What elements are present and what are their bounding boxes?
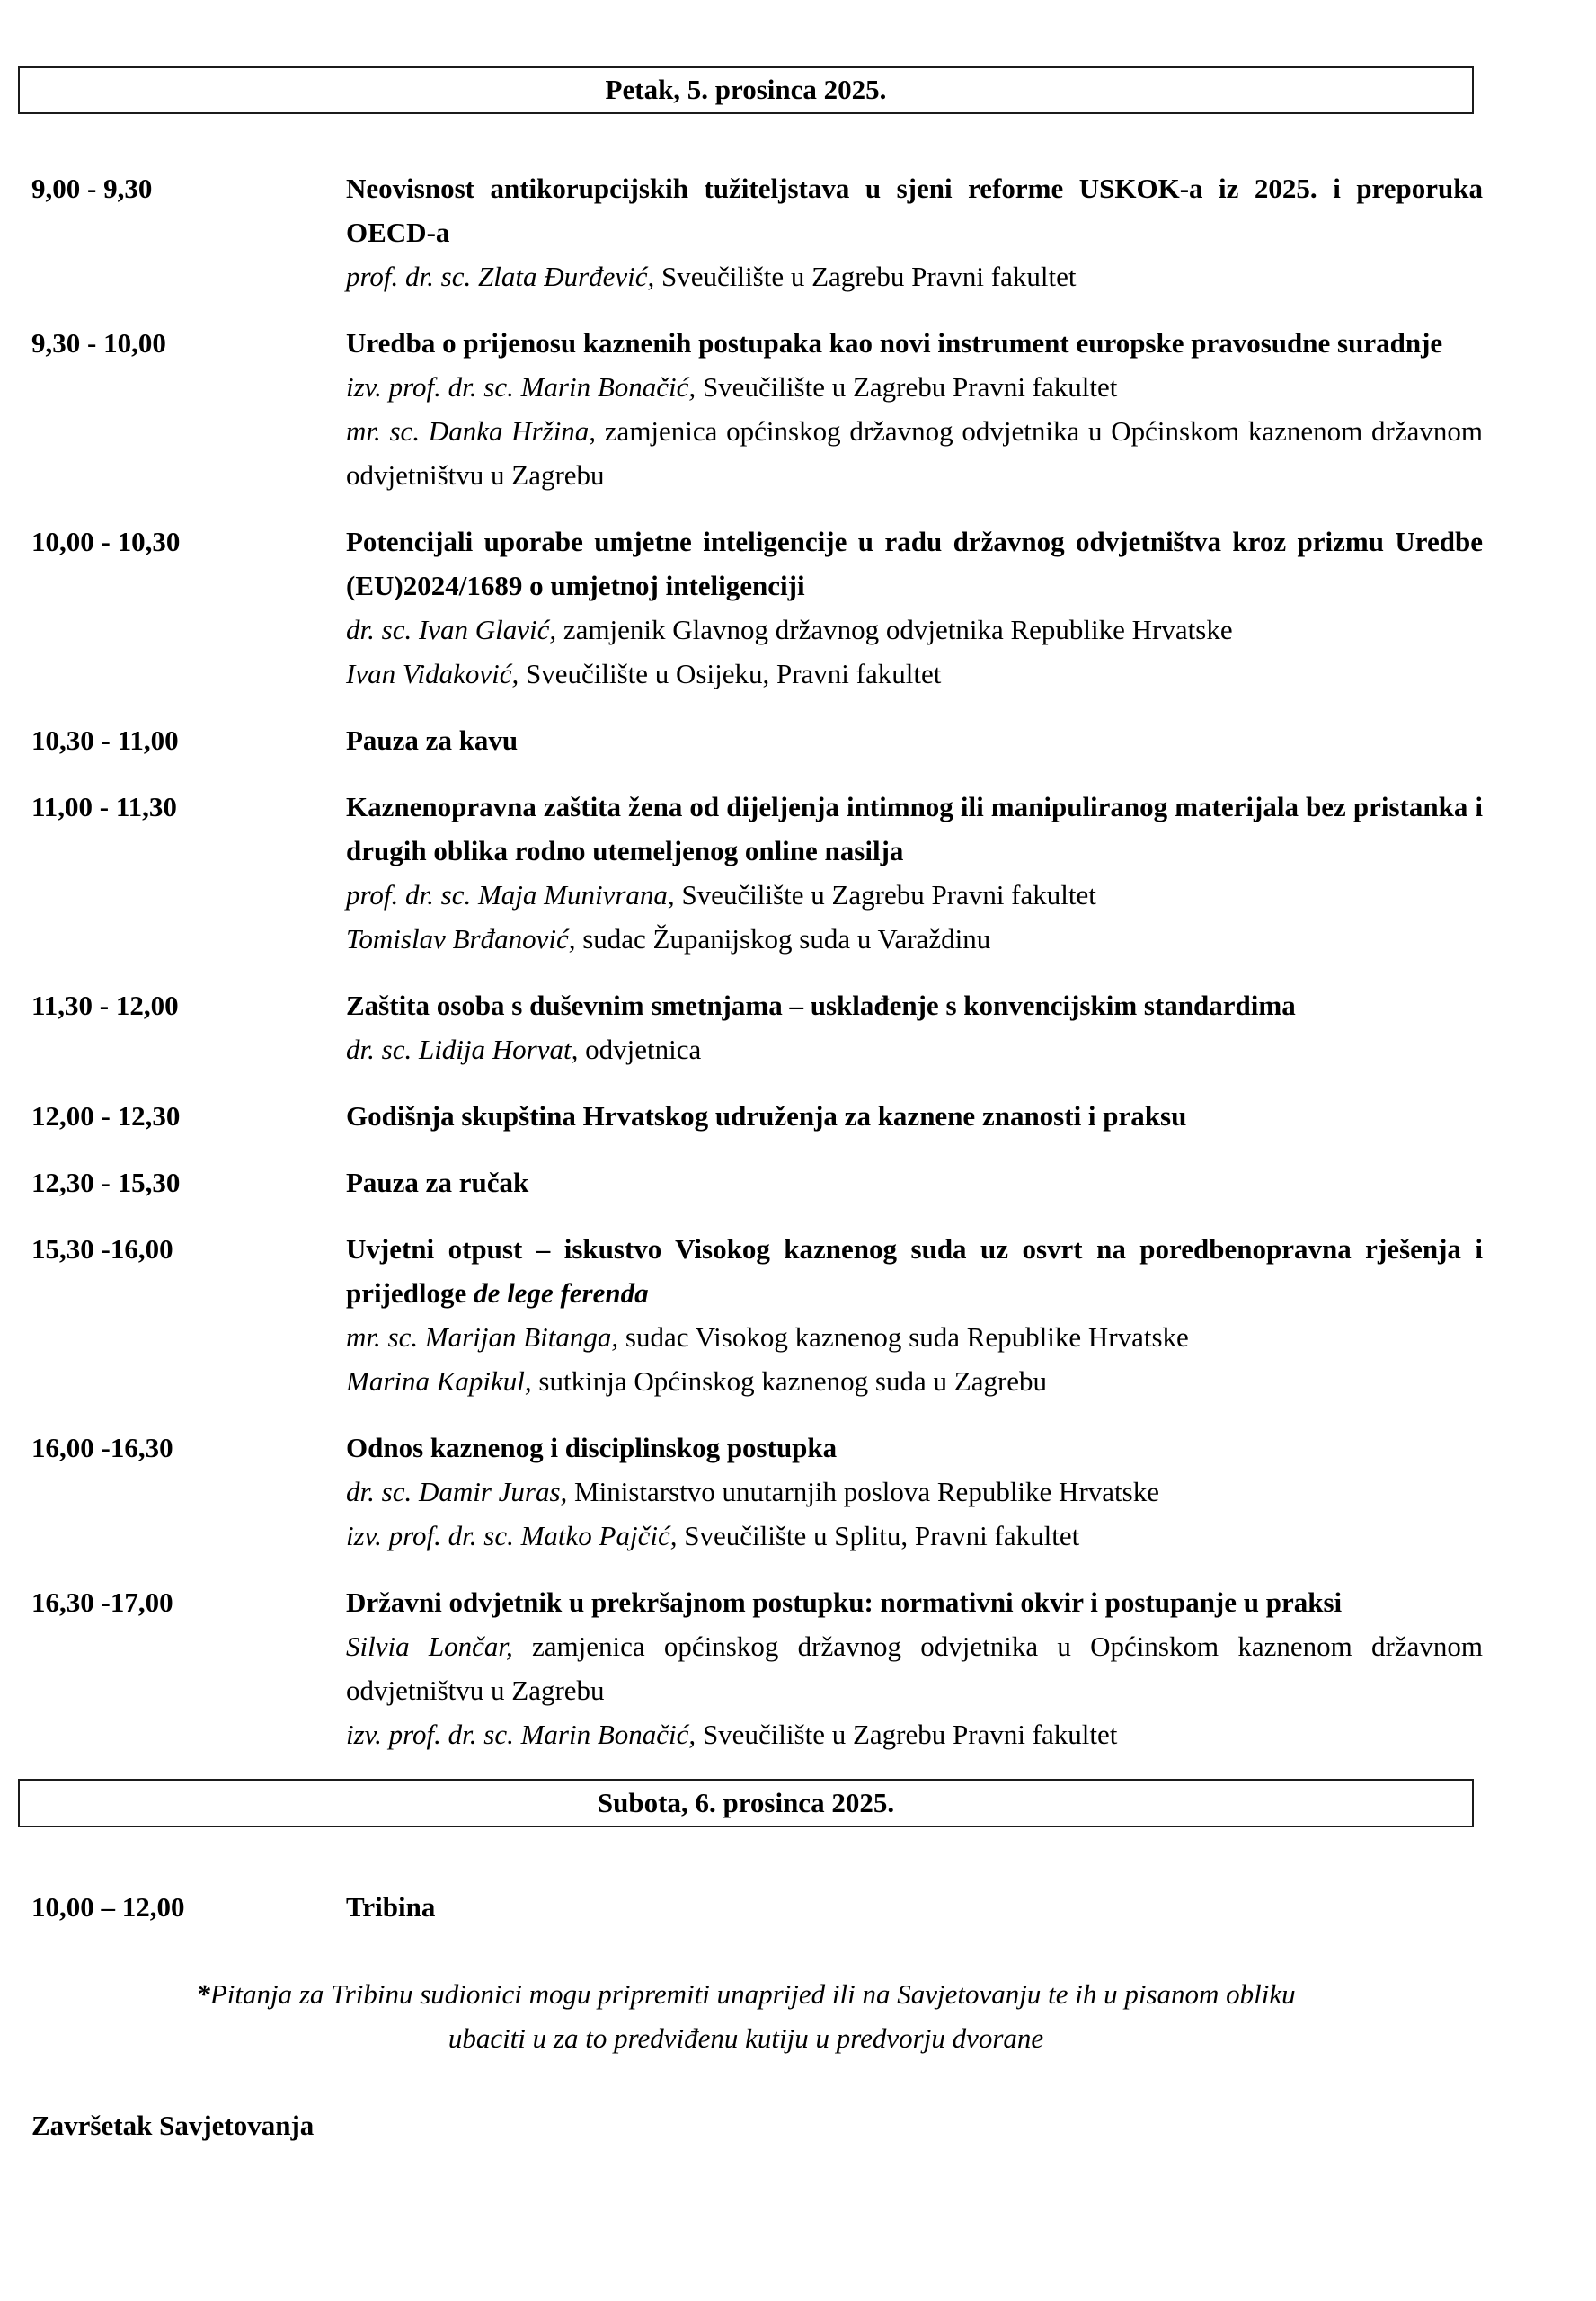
- session-title: Tribina: [346, 1891, 436, 1923]
- speaker-affiliation: Ministarstvo unutarnjih poslova Republike Hrvatske: [567, 1476, 1159, 1507]
- session-title: Pauza za ručak: [346, 1167, 529, 1198]
- day2-header-box: [18, 1779, 1474, 1827]
- session-time: 10,30 - 11,00: [31, 724, 179, 756]
- speaker-line: [346, 1470, 1483, 1514]
- speaker-affiliation: sudac Visokog kaznenog suda Republike Hrvatske: [618, 1321, 1189, 1353]
- session-content: [346, 1580, 1483, 1756]
- session-time: 12,30 - 15,30: [31, 1167, 181, 1198]
- session-content: [346, 321, 1483, 497]
- speaker-line: [346, 1315, 1483, 1359]
- session-content: [346, 520, 1483, 696]
- session-time: 10,00 - 10,30: [31, 526, 181, 557]
- session-row: [0, 1160, 1596, 1204]
- speaker-line: [346, 873, 1483, 917]
- speaker-name: dr. sc. Lidija Horvat,: [346, 1034, 579, 1065]
- day1-header-box: [18, 66, 1474, 114]
- session-time: 11,00 - 11,30: [31, 791, 177, 822]
- speaker-line: [346, 409, 1483, 497]
- session-content: [346, 1094, 1483, 1138]
- session-time: 9,30 - 10,00: [31, 327, 166, 359]
- session-title: Pauza za kavu: [346, 724, 519, 756]
- session-title: Neovisnost antikorupcijskih tužiteljstava u sjeni reforme USKOK-a iz 2025. i preporuka OECD-a: [346, 173, 1483, 248]
- day2-header-title: Subota, 6. prosinca 2025.: [597, 1787, 895, 1818]
- speaker-affiliation: Sveučilište u Osijeku, Pravni fakultet: [519, 658, 942, 689]
- speaker-line: [346, 1359, 1483, 1403]
- speaker-name: izv. prof. dr. sc. Marin Bonačić,: [346, 1719, 696, 1750]
- session-row: [0, 1426, 1596, 1558]
- session-title: Godišnja skupština Hrvatskog udruženja za kaznene znanosti i praksu: [346, 1100, 1187, 1132]
- speaker-affiliation: sutkinja Općinskog kaznenog suda u Zagrebu: [531, 1365, 1048, 1397]
- speaker-line: [346, 917, 1483, 961]
- session-content: [346, 166, 1483, 298]
- session-content: [346, 1227, 1483, 1403]
- speaker-line: [346, 1624, 1483, 1712]
- session-row: [0, 983, 1596, 1071]
- speaker-affiliation: Sveučilište u Splitu, Pravni fakultet: [677, 1520, 1080, 1551]
- speaker-line: [346, 365, 1483, 409]
- speaker-affiliation: Sveučilište u Zagrebu Pravni fakultet: [674, 879, 1096, 911]
- session-title: Kaznenopravna zaštita žena od dijeljenja intimnog ili manipuliranog materijala bez pristanka i drugih oblika rodno utemeljenog online nasilja: [346, 791, 1483, 866]
- session-row: [0, 785, 1596, 961]
- speaker-name: Marina Kapikul,: [346, 1365, 532, 1397]
- session-row: [0, 718, 1596, 762]
- session-title: Odnos kaznenog i disciplinskog postupka: [346, 1432, 838, 1463]
- speaker-name: prof. dr. sc. Zlata Đurđević,: [346, 261, 655, 292]
- footnote: [18, 1972, 1474, 2060]
- session-title: Uvjetni otpust – iskustvo Visokog kaznenog suda uz osvrt na poredbenopravna rješenja i prijedloge de lege ferenda: [346, 1233, 1483, 1309]
- footnote-line: *Pitanja za Tribinu sudionici mogu pripremiti unaprijed ili na Savjetovanju te ih u pisanom obliku: [196, 1978, 1296, 2010]
- session-content: [346, 718, 1483, 762]
- speaker-name: izv. prof. dr. sc. Matko Pajčić,: [346, 1520, 678, 1551]
- speaker-line: [346, 254, 1483, 298]
- session-row: [0, 1580, 1596, 1756]
- day1-schedule: [0, 166, 1596, 1756]
- session-title: Zaštita osoba s duševnim smetnjama – usklađenje s konvencijskim standardima: [346, 990, 1296, 1021]
- speaker-affiliation: zamjenica općinskog državnog odvjetnika u Općinskom kaznenom državnom odvjetništvu u Zagrebu: [346, 415, 1483, 491]
- day1-header-title: Petak, 5. prosinca 2025.: [605, 74, 887, 105]
- session-time: 12,00 - 12,30: [31, 1100, 181, 1132]
- day2-schedule: [0, 1885, 1596, 1929]
- speaker-line: [346, 1514, 1483, 1558]
- session-time: 9,00 - 9,30: [31, 173, 153, 204]
- session-time: 10,00 – 12,00: [31, 1891, 185, 1923]
- session-content: [346, 1885, 1483, 1929]
- session-content: [346, 785, 1483, 961]
- footnote-asterisk: *: [196, 1978, 210, 2010]
- session-content: [346, 983, 1483, 1071]
- speaker-affiliation: Sveučilište u Zagrebu Pravni fakultet: [654, 261, 1077, 292]
- session-time: 15,30 -16,00: [31, 1233, 173, 1265]
- speaker-name: Ivan Vidaković,: [346, 658, 519, 689]
- speaker-name: Tomislav Brđanović,: [346, 923, 576, 955]
- speaker-name: Silvia Lončar,: [346, 1630, 513, 1662]
- speaker-line: [346, 652, 1483, 696]
- speaker-line: [346, 1027, 1483, 1071]
- session-time: 16,30 -17,00: [31, 1586, 173, 1618]
- speaker-affiliation: zamjenica općinskog državnog odvjetnika u Općinskom kaznenom državnom odvjetništvu u Zagrebu: [346, 1630, 1483, 1706]
- speaker-name: prof. dr. sc. Maja Munivrana,: [346, 879, 675, 911]
- session-row: [0, 520, 1596, 696]
- speaker-name: dr. sc. Damir Juras,: [346, 1476, 568, 1507]
- speaker-affiliation: odvjetnica: [578, 1034, 702, 1065]
- speaker-affiliation: Sveučilište u Zagrebu Pravni fakultet: [696, 1719, 1118, 1750]
- speaker-affiliation: sudac Županijskog suda u Varaždinu: [575, 923, 991, 955]
- session-time: 16,00 -16,30: [31, 1432, 173, 1463]
- speaker-line: [346, 1712, 1483, 1756]
- session-row: [0, 321, 1596, 497]
- session-content: [346, 1426, 1483, 1558]
- closing-note: Završetak Savjetovanja: [31, 2110, 315, 2141]
- session-title: Uredba o prijenosu kaznenih postupaka kao novi instrument europske pravosudne suradnje: [346, 327, 1443, 359]
- speaker-line: [346, 608, 1483, 652]
- session-row: [0, 166, 1596, 298]
- session-row: [0, 1885, 1596, 1929]
- speaker-affiliation: Sveučilište u Zagrebu Pravni fakultet: [696, 371, 1118, 403]
- session-row: [0, 1227, 1596, 1403]
- footnote-line: ubaciti u za to predviđenu kutiju u predvorju dvorane: [448, 2022, 1044, 2054]
- session-row: [0, 1094, 1596, 1138]
- session-content: [346, 1160, 1483, 1204]
- speaker-name: mr. sc. Danka Hržina,: [346, 415, 597, 447]
- session-time: 11,30 - 12,00: [31, 990, 179, 1021]
- speaker-name: dr. sc. Ivan Glavić,: [346, 614, 557, 645]
- session-title: Državni odvjetnik u prekršajnom postupku: normativni okvir i postupanje u praksi: [346, 1586, 1343, 1618]
- speaker-name: mr. sc. Marijan Bitanga,: [346, 1321, 619, 1353]
- speaker-affiliation: zamjenik Glavnog državnog odvjetnika Republike Hrvatske: [556, 614, 1233, 645]
- speaker-name: izv. prof. dr. sc. Marin Bonačić,: [346, 371, 696, 403]
- session-title: Potencijali uporabe umjetne inteligencije u radu državnog odvjetništva kroz prizmu Uredbe (EU)2024/1689 o umjetnoj inteligenciji: [346, 526, 1483, 601]
- session-title-italic: de lege ferenda: [474, 1277, 649, 1309]
